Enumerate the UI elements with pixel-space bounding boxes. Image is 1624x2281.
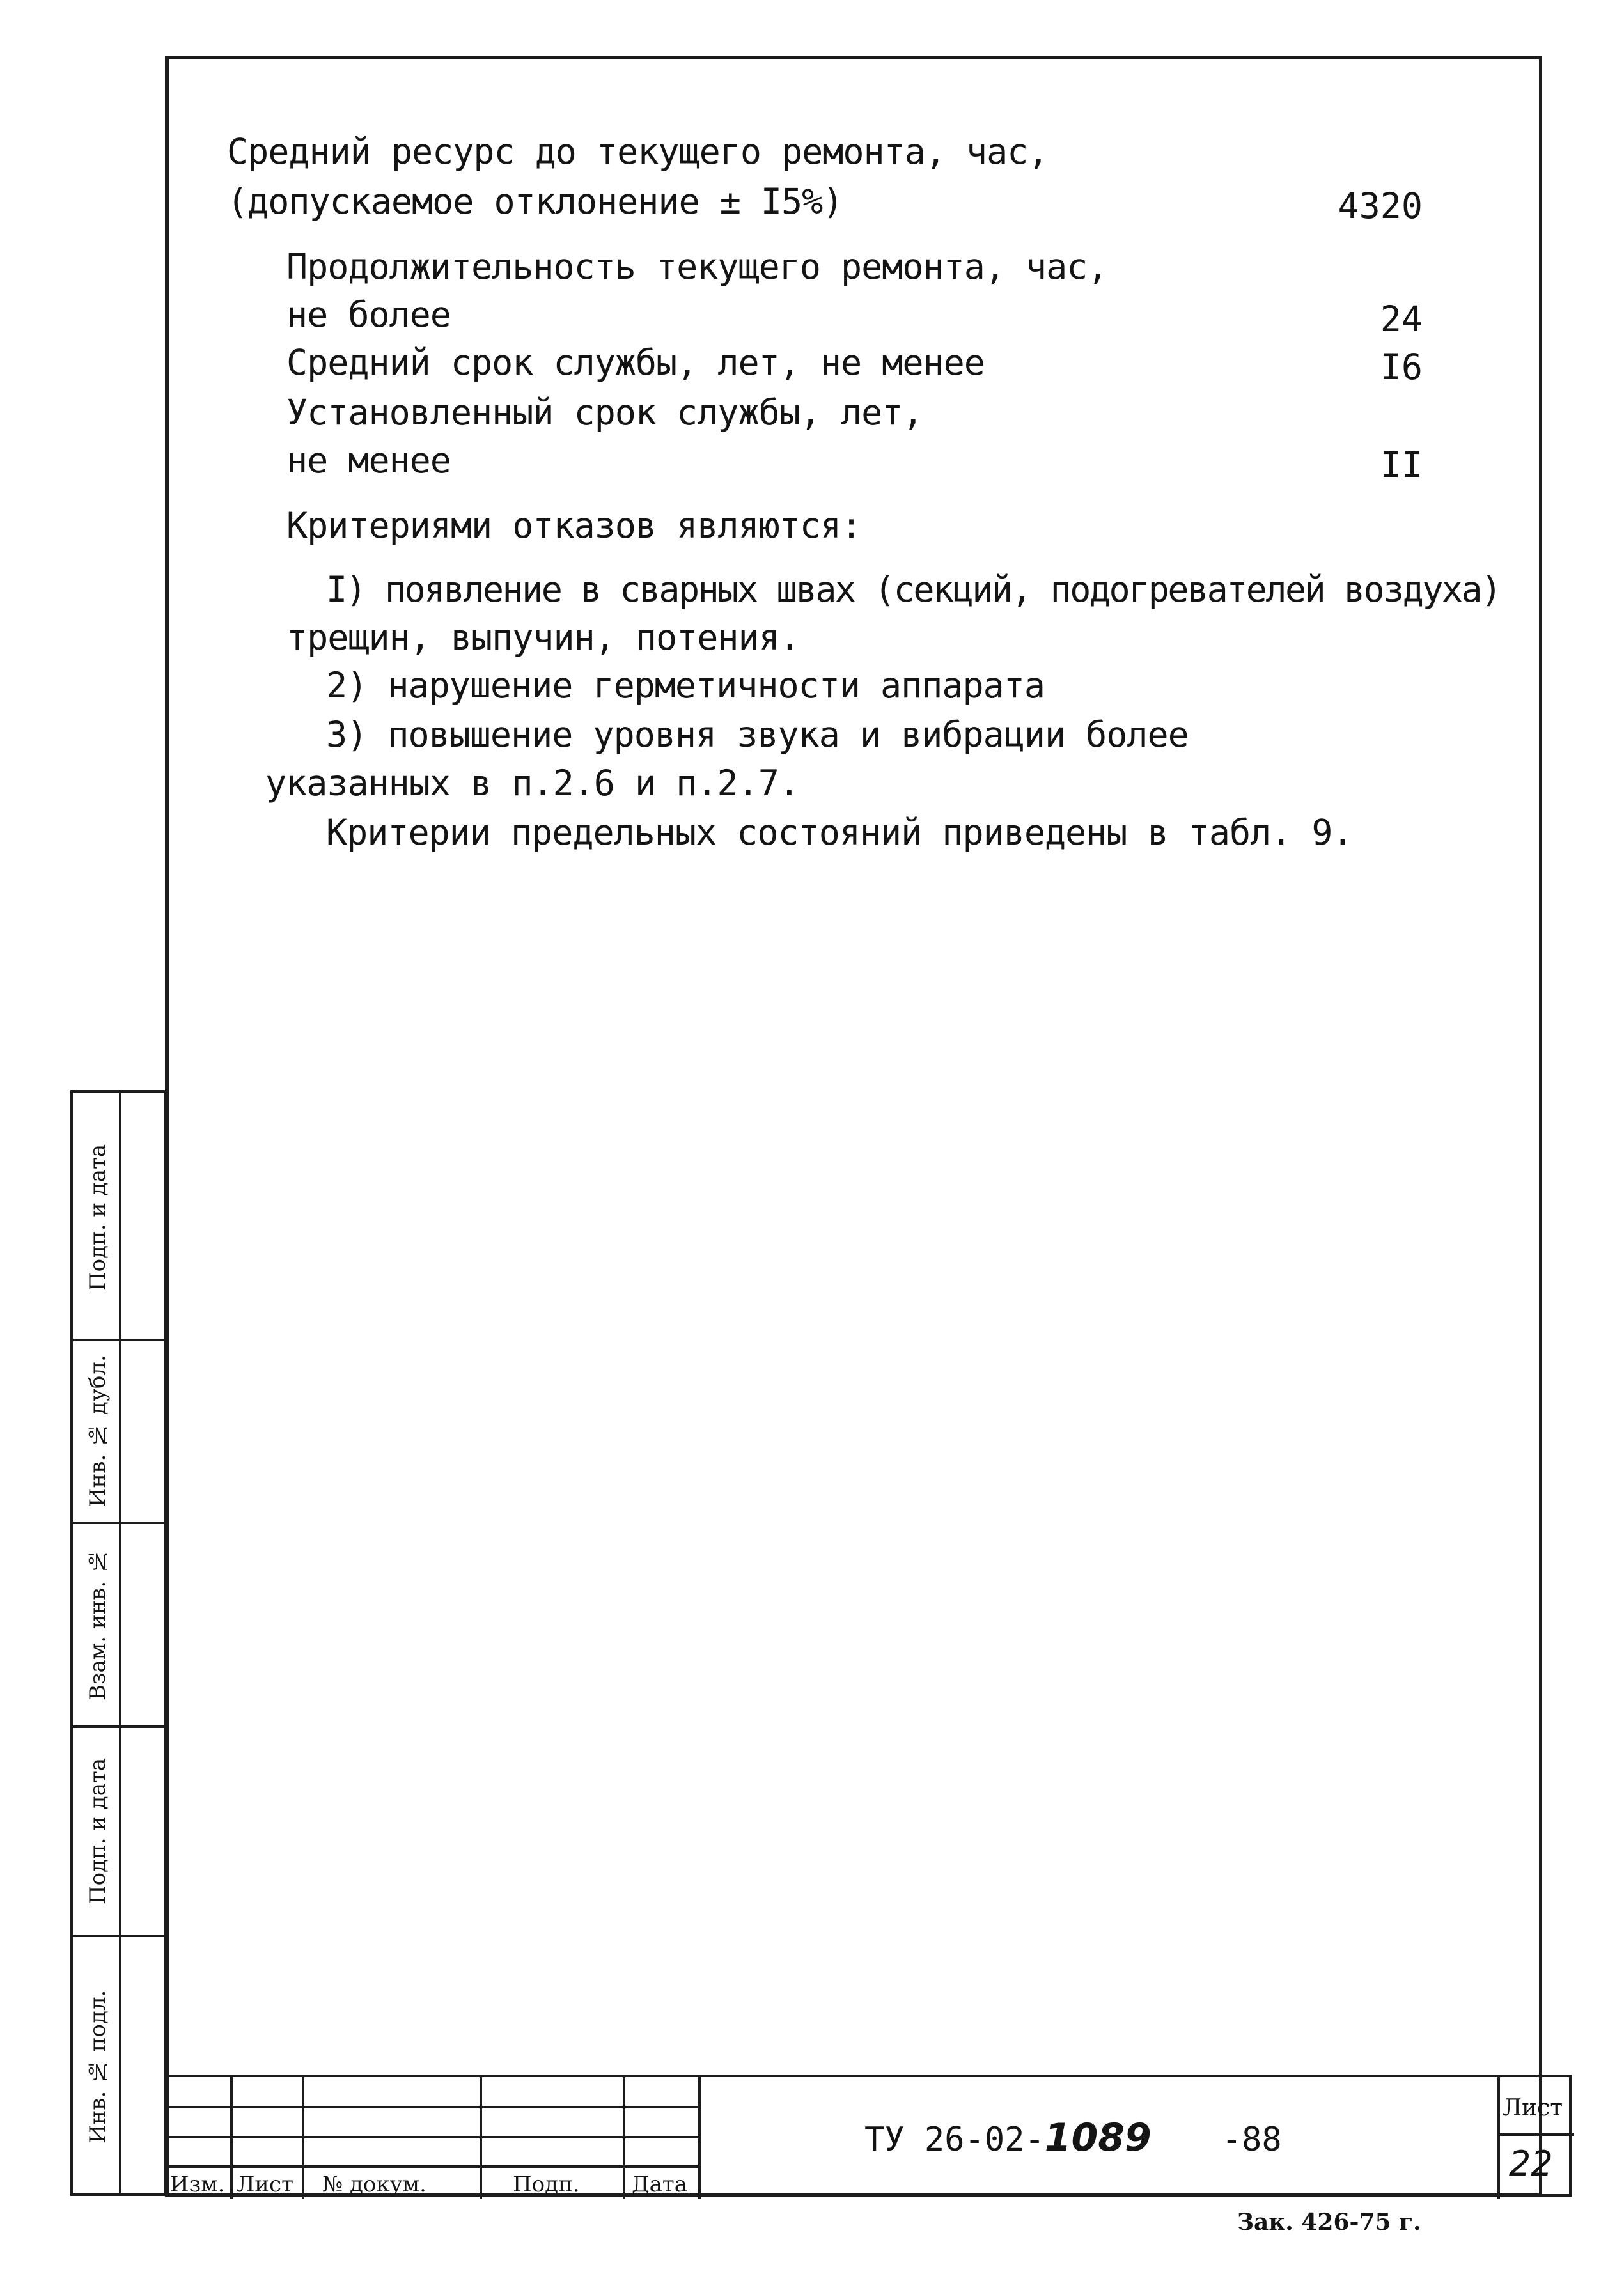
col-label-date: Дата: [632, 2172, 687, 2197]
doc-code: [864, 2115, 1282, 2160]
tb-grid-line: [1497, 2077, 1500, 2199]
sheet-label: Лист: [1503, 2095, 1563, 2121]
tb-grid-line: [168, 2106, 698, 2108]
strip-label-dup-inv: Инв. № дубл.: [85, 1355, 111, 1507]
strip-divider: [73, 1522, 164, 1524]
tb-grid-line: [302, 2077, 304, 2199]
col-label-doc-no: № докум.: [322, 2172, 426, 2197]
strip-divider: [73, 1339, 164, 1341]
spec-value: 24: [1380, 299, 1423, 339]
strip-divider: [119, 1093, 121, 2193]
criteria-item-1-cont: трещин, выпучин, потения.: [286, 617, 800, 658]
spec-value: I6: [1380, 346, 1423, 387]
strip-divider: [73, 1935, 164, 1937]
doc-code-number: 1089: [1044, 2115, 1152, 2160]
criteria-item-1: I) появление в сварных швах (секций, подогревателей воздуха): [326, 569, 1501, 610]
col-label-change: Изм.: [170, 2172, 225, 2197]
strip-divider: [73, 1725, 164, 1728]
strip-label-sign-date-2: Подп. и дата: [85, 1757, 111, 1904]
side-strip: [70, 1090, 166, 2196]
spec-label: Средний ресурс до текущего ремонта, час,: [227, 131, 1049, 172]
criteria-item-3: 3) повышение уровня звука и вибрации более: [326, 714, 1189, 755]
tb-grid-line: [168, 2136, 698, 2138]
tb-grid-line: [1497, 2133, 1574, 2136]
strip-label-sign-date: Подп. и дата: [85, 1144, 111, 1291]
col-label-sheet: Лист: [237, 2172, 293, 2197]
strip-label-orig-inv: Инв. № подл.: [85, 1989, 111, 2144]
spec-value: 4320: [1338, 185, 1423, 226]
doc-code-prefix: ТУ 26-02-: [864, 2121, 1045, 2159]
doc-code-suffix: -88: [1221, 2121, 1282, 2159]
spec-value: II: [1380, 444, 1423, 485]
criteria-heading: Критериями отказов являются:: [286, 505, 862, 546]
col-label-signature: Подп.: [513, 2172, 580, 2197]
spec-label: Продолжительность текущего ремонта, час,: [286, 246, 1108, 287]
tb-grid-line: [168, 2165, 698, 2168]
criteria-item-3-cont: указанных в п.2.6 и п.2.7.: [265, 763, 799, 804]
spec-label: (допускаемое отклонение ± I5%): [227, 181, 843, 222]
sheet-number: 22: [1509, 2144, 1553, 2184]
strip-label-replace-inv: Взам. инв. №: [85, 1548, 111, 1701]
title-block: [165, 2075, 1572, 2197]
tb-grid-line: [230, 2077, 233, 2199]
tb-grid-line: [698, 2077, 701, 2199]
spec-label: Установленный срок службы, лет,: [286, 392, 923, 433]
spec-label: Средний срок службы, лет, не менее: [286, 342, 985, 383]
spec-label: не более: [286, 294, 451, 335]
tb-grid-line: [623, 2077, 625, 2199]
order-stamp: Зак. 426-75 г.: [1237, 2209, 1421, 2236]
tb-grid-line: [480, 2077, 482, 2199]
limit-states-note: Критерии предельных состояний приведены в табл. 9.: [326, 812, 1353, 853]
spec-label: не менее: [286, 440, 451, 481]
criteria-item-2: 2) нарушение герметичности аппарата: [326, 665, 1045, 706]
